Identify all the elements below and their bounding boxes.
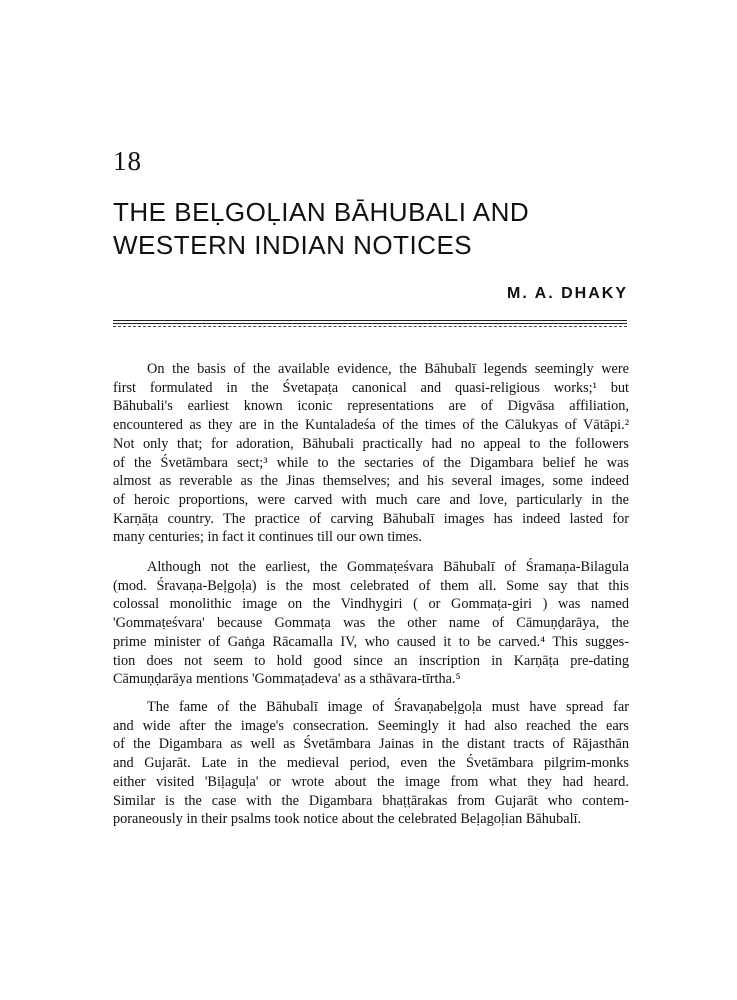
author-name: M. A. DHAKY [507, 285, 628, 302]
divider-rule [113, 320, 627, 321]
text-line: encountered as they are in the Kuntaladeśa of the times of the Cālukyas of Vātāpi.² [113, 417, 629, 434]
text-line: of the Śvetāmbara sect;³ while to the sectaries of the Digambara belief he was [113, 454, 629, 471]
divider-rule [113, 323, 627, 324]
title-line-1: THE BEḶGOḶIAN BĀHUBALI AND [113, 197, 530, 227]
text-line: Cāmuṇḍarāya mentions 'Gommaṭadeva' as a sthāvara-tīrtha.⁵ [113, 671, 461, 688]
text-line: of heroic proportions, were carved with much care and love, particularly in the [113, 491, 629, 508]
text-line: prime minister of Gaṅga Rācamalla IV, who caused it to be carved.⁴ This sugges- [113, 633, 629, 650]
text-line: tion does not seem to hold good since an inscription in Karṇāṭa pre-dating [113, 652, 629, 669]
text-line: (mod. Śravaṇa-Beḷgoḷa) is the most celebrated of them all. Some say that this [113, 577, 629, 594]
divider-rule [113, 326, 627, 327]
text-line: Not only that; for adoration, Bāhubali practically had no appeal to the followers [113, 435, 629, 452]
text-line: either visited 'Biḷaguḷa' or wrote about the image from what they had heard. [113, 773, 629, 790]
text-line: On the basis of the available evidence, the Bāhubalī legends seemingly were [147, 361, 629, 377]
text-line: poraneously in their psalms took notice about the celebrated Beḷagoḷian Bāhubalī. [113, 811, 582, 828]
text-line: Karṇāṭa country. The practice of carving Bāhubalī images has indeed lasted for [113, 510, 629, 527]
chapter-title [113, 196, 529, 262]
text-line: of the Digambara as well as Śvetāmbara Jainas in the distant tracts of Rājasthān [113, 736, 629, 753]
paragraph-3 [113, 698, 629, 829]
text-line: The fame of the Bāhubalī image of Śravaṇabeḷgoḷa must have spread far [147, 699, 629, 715]
text-line: many centuries; in fact it continues till our own times. [113, 529, 422, 546]
text-line: colossal monolithic image on the Vindhygiri ( or Gommaṭa-giri ) was named [113, 596, 629, 613]
chapter-number: 18 [113, 146, 142, 176]
paragraph-2 [113, 558, 629, 689]
title-line-2: WESTERN INDIAN NOTICES [113, 230, 473, 260]
text-line: Similar is the case with the Digambara bhaṭṭārakas from Gujarāt who contem- [113, 792, 629, 809]
text-line: Bāhubali's earliest known iconic representations are of Digvāsa affiliation, [113, 398, 629, 415]
paragraph-1 [113, 360, 629, 547]
text-line: Although not the earliest, the Gommaṭeśvara Bāhubalī of Śramaṇa-Bilagula [147, 559, 629, 575]
text-line: and Gujarāt. Late in the medieval period, even the Śvetāmbara pilgrim-monks [113, 755, 629, 772]
text-line: 'Gommaṭeśvara' because Gommaṭa was the other name of Cāmuṇḍarāya, the [113, 615, 629, 632]
text-line: first formulated in the Śvetapaṭa canonical and quasi-religious works;¹ but [113, 379, 629, 396]
text-line: and wide after the image's consecration. Seemingly it had also reached the ears [113, 717, 629, 734]
text-line: almost as reverable as the Jinas themselves; and his several images, some indeed [113, 473, 629, 490]
